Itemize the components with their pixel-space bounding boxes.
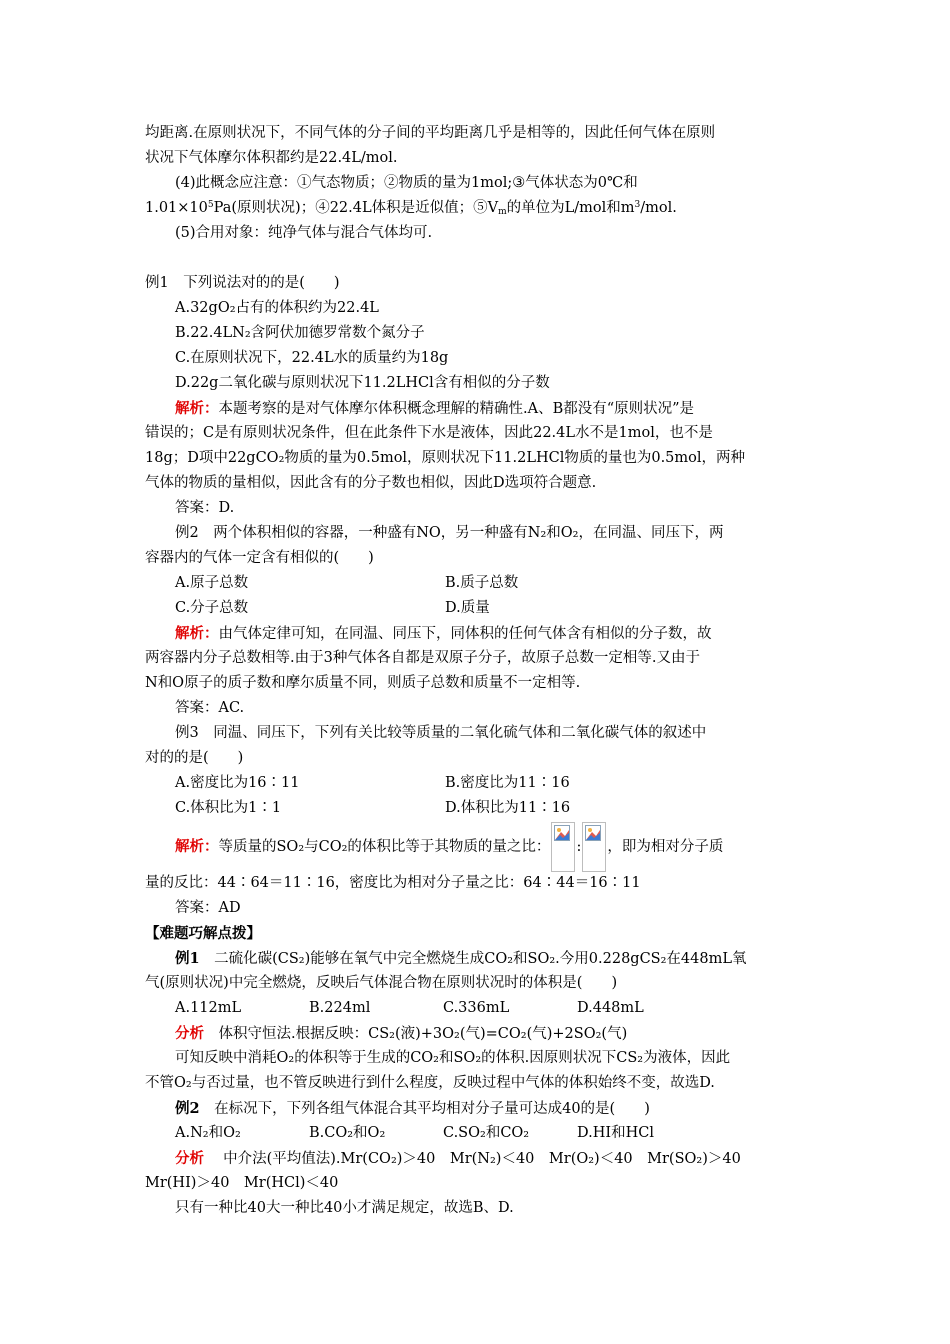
hard-example-2-analysis-line-2: Mr(HI)＞40 Mr(HCl)＜40 (145, 1175, 339, 1191)
example-2-analysis-line-2: 两容器内分子总数相等.由于3种气体各自都是双原子分子，故原子总数一定相等.又由于 (145, 650, 700, 666)
analysis-label: 解析： (175, 838, 219, 855)
example-1-answer: 答案：D. (175, 500, 235, 516)
hard-example-1-head: 例1 (175, 950, 200, 967)
example-2-answer: 答案：AC. (175, 700, 245, 716)
hard-example-1-question-line-1 (175, 946, 807, 972)
broken-image-icon (551, 822, 575, 872)
section-title: 【难题巧解点拨】 (145, 925, 261, 942)
intro-p4-exponent: 5 (207, 200, 214, 210)
analysis-label: 解析： (175, 625, 219, 642)
example-2-analysis-line-1 (175, 621, 837, 647)
hard-example-1-options (175, 996, 837, 1021)
example-3-analysis-line-1 (175, 822, 837, 872)
example-2-options-row-2 (175, 596, 837, 621)
intro-point-4-line-2 (145, 196, 807, 221)
hard-example-1-question-line-2: 气(原则状况)中完全燃烧，反映后气体混合物在原则状况时的体积是( ) (145, 975, 618, 991)
example-2-option-c: C.分子总数 (175, 600, 249, 616)
intro-p4-exponent-2: 3 (634, 200, 641, 210)
hard-example-1-option-a: A.112mL (175, 1000, 242, 1016)
example-1-analysis-line-2: 错误的；C是有原则状况条件，但在此条件下水是液体，因此22.4L水不是1mol，也不是 (145, 425, 713, 441)
example-3-options-row-1 (175, 771, 837, 796)
hard-example-2-option-d: D.HI和HCl (577, 1125, 654, 1141)
hard-example-1-analysis-line-3: 不管O₂与否过量，也不管反映进行到什么程度，反映过程中气体的体积始终不变，故选D. (145, 1075, 715, 1091)
hard-example-2-options (175, 1121, 837, 1146)
hard-example-1-analysis-line-2: 可知反映中消耗O₂的体积等于生成的CO₂和SO₂的体积.因原则状况下CS₂为液体，因此 (175, 1050, 731, 1066)
intro-p4-text-3: 的单位为L/mol和m (506, 200, 635, 216)
hard-example-1-option-c: C.336mL (443, 1000, 510, 1016)
example-1-option-b: B.22.4LN₂含阿伏加德罗常数个氮分子 (175, 325, 425, 341)
example-2-option-a: A.原子总数 (175, 575, 249, 591)
example-3-option-c: C.体积比为1∶1 (175, 800, 282, 816)
intro-p4-text-1: 1.01×10 (145, 200, 208, 216)
ratio-colon: : (576, 839, 582, 855)
analysis-text: 本题考察的是对气体摩尔体积概念理解的精确性.A、B都没有“原则状况”是 (218, 401, 695, 417)
example-1-option-d: D.22g二氧化碳与原则状况下11.2LHCl含有相似的分子数 (175, 375, 550, 391)
analysis-text: 由气体定律可知，在同温、同压下，同体积的任何气体含有相似的分子数，故 (218, 626, 712, 642)
analysis-label: 分析 (175, 1025, 204, 1042)
analysis-text: 等质量的SO₂与CO₂的体积比等于其物质的量之比： (218, 839, 551, 855)
example-3-option-a: A.密度比为16∶11 (175, 775, 300, 791)
example-3-question-line-2: 对的的是( ) (145, 750, 244, 766)
example-2-option-d: D.质量 (445, 600, 490, 616)
hard-example-2-option-a: A.N₂和O₂ (175, 1125, 241, 1141)
example-3-options-row-2 (175, 796, 837, 821)
example-3-question-line-1: 例3 同温、同压下，下列有关比较等质量的二氧化硫气体和二氧化碳气体的叙述中 (175, 725, 707, 741)
example-3-option-b: B.密度比为11∶16 (445, 775, 570, 791)
example-2-options-row-1 (175, 571, 837, 596)
intro-p4-subscript: m (498, 207, 507, 217)
example-2-question-line-1: 例2 两个体积相似的容器，一种盛有NO，另一种盛有N₂和O₂，在同温、同压下，两 (175, 525, 724, 541)
hard-example-2-analysis-line-3: 只有一种比40大一种比40小才满足规定，故选B、D. (175, 1200, 514, 1216)
example-1-analysis-line-3: 18g；D项中22gCO₂物质的量为0.5mol，原则状况下11.2LHCl物质的量也为0.5mol，两种 (145, 450, 746, 466)
hard-example-1-option-b: B.224ml (309, 1000, 371, 1016)
example-3-option-d: D.体积比为11∶16 (445, 800, 571, 816)
example-3-answer: 答案：AD (175, 900, 241, 916)
hard-example-1-option-d: D.448mL (577, 1000, 644, 1016)
hard-example-2-text: 在标况下，下列各组气体混合其平均相对分子量可达成40的是( ) (199, 1101, 650, 1117)
intro-p4-text-4: /mol. (640, 200, 677, 216)
hard-example-2-head: 例2 (175, 1100, 200, 1117)
example-1-analysis-line-1 (175, 396, 837, 422)
intro-point-5: (5)合用对象：纯净气体与混合气体均可. (175, 225, 433, 241)
hard-example-2-option-c: C.SO₂和CO₂ (443, 1125, 530, 1141)
analysis-text-cont: ，即为相对分子质 (607, 839, 724, 855)
hard-example-2-question (175, 1096, 837, 1122)
intro-line-2: 状况下气体摩尔体积都约是22.4L/mol. (145, 150, 398, 166)
example-2-option-b: B.质子总数 (445, 575, 519, 591)
analysis-text: 中介法(平均值法).Mr(CO₂)＞40 Mr(N₂)＜40 Mr(O₂)＜40 Mr(SO₂)＞40 (204, 1151, 741, 1167)
analysis-label: 分析 (175, 1150, 204, 1167)
example-1-question: 例1 下列说法对的的是( ) (145, 275, 340, 291)
analysis-label: 解析： (175, 400, 219, 417)
example-1-option-c: C.在原则状况下，22.4L水的质量约为18g (175, 350, 449, 366)
hard-example-1-text: 二硫化碳(CS₂)能够在氧气中完全燃烧生成CO₂和SO₂.今用0.228gCS₂在448mL氧 (199, 951, 747, 967)
example-2-question-line-2: 容器内的气体一定含有相似的( ) (145, 550, 374, 566)
example-1-analysis-line-4: 气体的物质的量相似，因此含有的分子数也相似，因此D选项符合题意. (145, 475, 597, 491)
analysis-text: 体积守恒法.根据反映：CS₂(液)+3O₂(气)=CO₂(气)+2SO₂(气) (204, 1026, 628, 1042)
intro-p4-text-2: Pa(原则状况)；④22.4L体积是近似值；⑤V (213, 200, 499, 216)
example-3-analysis-line-2: 量的反比：44∶64＝11∶16，密度比为相对分子量之比：64∶44＝16∶11 (145, 875, 641, 891)
hard-example-2-option-b: B.CO₂和O₂ (309, 1125, 386, 1141)
hard-example-1-analysis-line-1 (175, 1021, 837, 1047)
example-1-option-a: A.32gO₂占有的体积约为22.4L (175, 300, 379, 316)
intro-line-1: 均距离.在原则状况下，不同气体的分子间的平均距离几乎是相等的，因此任何气体在原则 (145, 125, 716, 141)
example-2-analysis-line-3: N和O原子的质子数和摩尔质量不同，则质子总数和质量不一定相等. (145, 675, 581, 691)
hard-example-2-analysis-line-1 (175, 1146, 807, 1172)
intro-point-4-line-1: (4)此概念应注意：①气态物质；②物质的量为1mol;③气体状态为0℃和 (175, 175, 638, 191)
broken-image-icon (582, 822, 606, 872)
